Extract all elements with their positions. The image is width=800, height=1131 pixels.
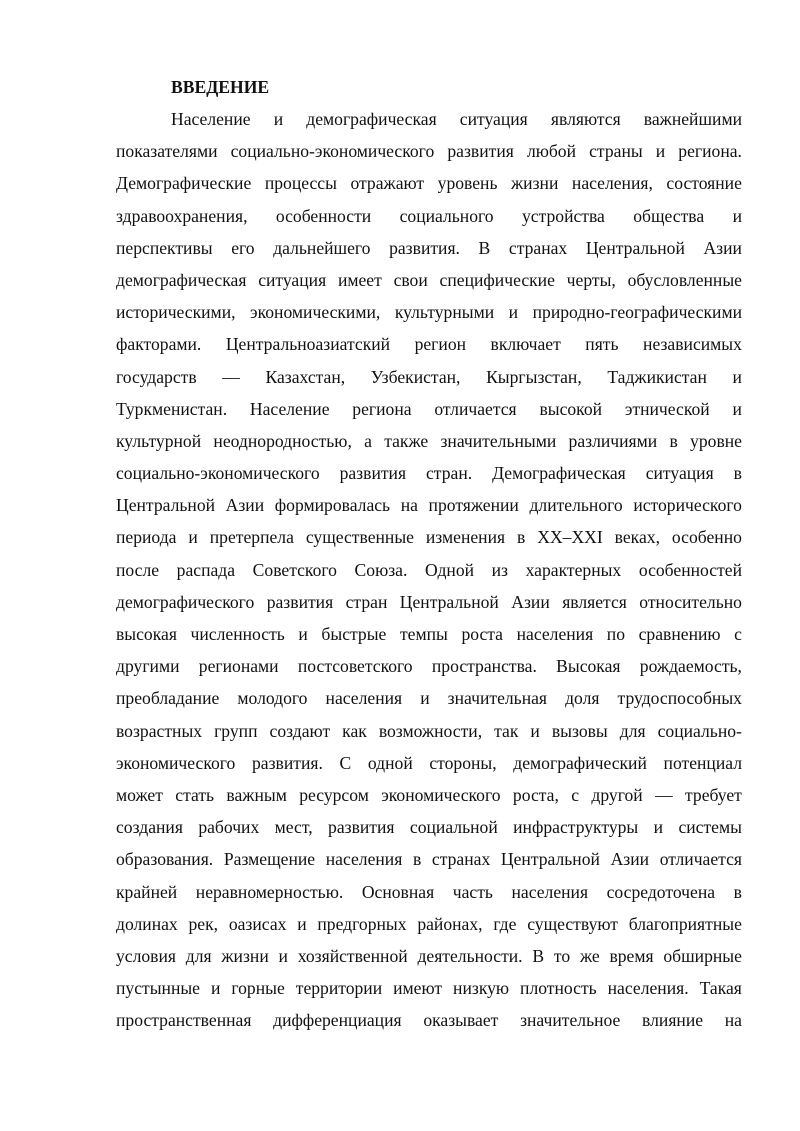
word: на: [400, 495, 418, 516]
word: значительными: [440, 430, 557, 451]
word: периода: [116, 527, 177, 548]
word: возможности,: [378, 720, 483, 741]
word: и: [653, 817, 664, 838]
word: культурными: [394, 302, 495, 323]
word: мест,: [274, 817, 313, 838]
word: стороны,: [429, 752, 497, 773]
word: демографический: [513, 752, 647, 773]
word: формировалась: [274, 495, 391, 516]
word: социальной: [409, 817, 498, 838]
word: факторами.: [116, 334, 202, 355]
text-line: [116, 586, 742, 618]
word: предгорных: [317, 913, 407, 934]
word: регионами: [198, 656, 279, 677]
word: ситуация: [459, 109, 528, 129]
word: высокой: [539, 398, 603, 419]
word: особенностей: [638, 559, 742, 580]
word: и: [210, 978, 221, 999]
text-line: [116, 489, 742, 521]
word: Азии: [511, 591, 550, 612]
word: Население: [249, 398, 330, 419]
word: жизни: [511, 173, 559, 194]
word: —: [222, 366, 240, 387]
word: в: [412, 849, 422, 870]
section-heading: ВВЕДЕНИЕ: [171, 77, 270, 97]
word: распада: [176, 559, 236, 580]
word: одной: [367, 752, 413, 773]
word: развития.: [251, 752, 323, 773]
word: возрастных: [116, 720, 203, 741]
word: отличается: [659, 849, 742, 870]
text-line: [116, 232, 742, 264]
text-line: [116, 843, 742, 875]
text-line: [116, 135, 742, 167]
word: Одной: [424, 559, 475, 580]
text-line: [116, 682, 742, 714]
word: Казахстан,: [265, 366, 346, 387]
word: потенциал: [663, 752, 742, 773]
text-line: [116, 425, 742, 457]
word: Азии: [703, 237, 742, 258]
word: сравнению: [638, 624, 721, 644]
word: различиями: [568, 430, 658, 451]
word: и: [297, 913, 307, 934]
word: и: [732, 205, 742, 226]
word: устройства: [521, 205, 605, 226]
word: преобладание: [116, 688, 220, 709]
word: хозяйственной: [297, 945, 408, 966]
word: пять: [585, 334, 619, 355]
text-line: [116, 715, 742, 747]
word: природно-географическими: [532, 302, 742, 323]
word: Кыргызстан,: [486, 366, 582, 387]
word: общества: [633, 205, 705, 226]
text-line: [116, 779, 742, 811]
word: другими: [116, 656, 180, 677]
word: где: [493, 913, 517, 934]
word: Центральноазиатский: [225, 334, 391, 355]
word: его: [231, 237, 255, 258]
word: состояние: [666, 173, 742, 194]
word: особенно: [671, 527, 742, 548]
word: региона: [352, 398, 412, 419]
word: социально-: [657, 720, 742, 741]
word: С: [339, 752, 352, 773]
word: групп: [214, 720, 258, 741]
word: регион: [414, 334, 467, 355]
text-line: [116, 361, 742, 393]
word: региона.: [678, 141, 742, 162]
word: ситуация: [645, 463, 714, 484]
text-line: [116, 457, 742, 489]
word: вызовы: [551, 720, 608, 741]
word: численность: [190, 624, 285, 644]
word: стран: [345, 591, 388, 612]
word: может: [116, 784, 163, 805]
word: же: [579, 945, 600, 966]
word: другой: [591, 784, 643, 805]
word: развития: [339, 463, 407, 484]
word: и: [732, 398, 742, 419]
word: стать: [175, 784, 215, 805]
word: горные: [231, 978, 285, 999]
word: Такая: [699, 978, 742, 999]
word: доля: [565, 688, 600, 709]
word: Советского: [252, 559, 337, 580]
word: деятельности.: [417, 945, 523, 966]
text-line: [116, 264, 742, 296]
word: ресурсом: [299, 784, 369, 805]
word: крайней: [116, 881, 178, 902]
word: роста: [461, 624, 503, 644]
word: долинах: [116, 913, 178, 934]
word: Демографические: [116, 173, 252, 194]
word: пространственная: [116, 1010, 252, 1031]
word: требует: [685, 784, 742, 805]
word: системы: [678, 817, 742, 838]
text-line: [116, 328, 742, 360]
word: имеют: [393, 978, 443, 999]
word: неравномерностью.: [195, 881, 344, 902]
word: черты,: [566, 269, 616, 290]
word: рождаемость,: [639, 656, 742, 677]
word: создают: [269, 720, 331, 741]
word: после: [116, 559, 160, 580]
word: и: [188, 527, 198, 548]
word: имеет: [337, 269, 382, 290]
word: по: [606, 624, 626, 644]
word: обусловленные: [627, 269, 742, 290]
text-line: [116, 811, 742, 843]
text-line: [116, 103, 742, 135]
word: для: [185, 945, 212, 966]
word: длительного: [529, 495, 623, 516]
word: Центральной: [585, 237, 685, 258]
word: образования.: [116, 849, 214, 870]
word: важнейшими: [643, 109, 742, 129]
word: так: [494, 720, 519, 741]
word: существенные: [305, 527, 414, 548]
text-line: [116, 650, 742, 682]
word: развития: [328, 817, 395, 838]
text-line: [116, 296, 742, 328]
word: Азии: [225, 495, 265, 516]
word: странах: [508, 237, 568, 258]
word: рабочих: [198, 817, 260, 838]
word: отражают: [350, 173, 425, 194]
word: условия: [116, 945, 176, 966]
word: —: [655, 784, 673, 805]
word: экономического: [381, 784, 501, 805]
word: социально-экономического: [230, 141, 435, 162]
word: как: [342, 720, 367, 741]
word: Население: [171, 109, 251, 129]
word: с: [734, 624, 742, 644]
word: уровень: [437, 173, 498, 194]
word: молодого: [237, 688, 308, 709]
word: населения: [516, 624, 594, 644]
word: часть: [452, 881, 493, 902]
word: социально-экономического: [116, 463, 320, 484]
word: оазисах: [228, 913, 287, 934]
word: социального: [399, 205, 494, 226]
word: и: [298, 624, 308, 644]
word: изменения: [425, 527, 506, 548]
word: жизни: [221, 945, 269, 966]
word: страны: [589, 141, 643, 162]
word: населения: [325, 688, 403, 709]
word: Высокая: [556, 656, 621, 677]
word: развития: [266, 591, 334, 612]
word: для: [619, 720, 646, 741]
word: оказывает: [423, 1010, 499, 1031]
word: обширные: [663, 945, 742, 966]
word: любой: [526, 141, 577, 162]
word: рек,: [188, 913, 219, 934]
word: в: [669, 430, 678, 451]
word: значительное: [520, 1010, 621, 1031]
word: населения,: [571, 173, 653, 194]
word: демографическая: [306, 109, 437, 129]
word: населения: [511, 881, 589, 902]
word: роста,: [512, 784, 559, 805]
text-line: [116, 618, 742, 650]
word: Центральной: [500, 849, 600, 870]
word: влияние: [642, 1010, 704, 1031]
text-line: [116, 876, 742, 908]
word: относительно: [639, 591, 742, 612]
word: демографического: [116, 591, 255, 612]
word: Центральной: [399, 591, 499, 612]
word: пространства.: [431, 656, 537, 677]
word: и: [732, 366, 742, 387]
paragraph: [116, 103, 742, 1036]
word: специфические: [439, 269, 555, 290]
word: сосредоточена: [606, 881, 716, 902]
text-line: [116, 1004, 742, 1036]
word: стран.: [426, 463, 473, 484]
word: низкую: [453, 978, 510, 999]
word: В: [532, 945, 545, 966]
word: отличается: [434, 398, 517, 419]
word: на: [724, 1010, 742, 1031]
text-line: [116, 393, 742, 425]
word: темпы: [399, 624, 448, 644]
word: пустынные: [116, 978, 200, 999]
word: развития: [447, 141, 514, 162]
word: в: [733, 463, 742, 484]
word: характерных: [525, 559, 622, 580]
word: неоднородностью,: [213, 430, 352, 451]
word: создания: [116, 817, 183, 838]
text-line: [116, 747, 742, 779]
word: и: [278, 945, 288, 966]
text-line: [116, 200, 742, 232]
word: процессы: [264, 173, 337, 194]
word: быстрые: [321, 624, 387, 644]
text-line: [116, 554, 742, 586]
word: веках,: [614, 527, 660, 548]
word: и: [655, 141, 666, 162]
word: ситуация: [258, 269, 327, 290]
text-line: [116, 521, 742, 553]
word: В: [478, 237, 491, 258]
word: инфраструктуры: [513, 817, 639, 838]
word: районах,: [417, 913, 483, 934]
word: Туркменистан.: [116, 398, 228, 419]
word: культурной: [116, 430, 202, 451]
word: странах: [431, 849, 491, 870]
word: здравоохранения,: [116, 205, 248, 226]
text-line: [116, 167, 742, 199]
word: Азии: [610, 849, 650, 870]
word: историческими,: [116, 302, 236, 323]
word: уровне: [690, 430, 742, 451]
word: территории: [295, 978, 383, 999]
document-body: [116, 72, 742, 1036]
word: Центральной: [116, 495, 216, 516]
word: экономического: [116, 752, 236, 773]
text-line: [116, 940, 742, 972]
word: перспективы: [116, 237, 213, 258]
word: а: [364, 430, 372, 451]
word: дифференциация: [273, 1010, 402, 1031]
word: дальнейшего: [273, 237, 371, 258]
word: и: [530, 720, 540, 741]
word: время: [609, 945, 654, 966]
word: важным: [226, 784, 287, 805]
word: Союза.: [354, 559, 408, 580]
word: независимых: [643, 334, 742, 355]
word: Узбекистан,: [370, 366, 461, 387]
word: являются: [550, 109, 621, 129]
word: постсоветского: [297, 656, 413, 677]
word: высокая: [116, 624, 177, 644]
word: то: [553, 945, 571, 966]
word: Таджикистан: [607, 366, 707, 387]
word: в: [733, 881, 742, 902]
word: благоприятные: [628, 913, 742, 934]
word: также: [384, 430, 429, 451]
word: существуют: [527, 913, 618, 934]
word: трудоспособных: [617, 688, 742, 709]
word: населения.: [607, 978, 689, 999]
word: особенности: [275, 205, 372, 226]
text-line: [116, 972, 742, 1004]
word: включает: [490, 334, 561, 355]
word: исторического: [633, 495, 742, 516]
word: этнической: [624, 398, 710, 419]
word: с: [571, 784, 580, 805]
word: показателями: [116, 141, 218, 162]
word: Демографическая: [492, 463, 626, 484]
word: XX–XXI: [537, 527, 603, 548]
word: и: [273, 109, 284, 129]
word: в: [517, 527, 526, 548]
word: свои: [393, 269, 428, 290]
word: Размещение: [223, 849, 316, 870]
word: государств: [116, 366, 197, 387]
word: и: [420, 688, 430, 709]
word: Основная: [361, 881, 435, 902]
word: плотность: [520, 978, 597, 999]
word: населения: [325, 849, 403, 870]
word: демографическая: [116, 269, 247, 290]
word: претерпела: [209, 527, 294, 548]
word: из: [491, 559, 509, 580]
word: является: [562, 591, 627, 612]
word: протяжении: [428, 495, 519, 516]
word: и: [508, 302, 519, 323]
text-line: [116, 908, 742, 940]
word: значительная: [447, 688, 548, 709]
word: экономическими,: [250, 302, 381, 323]
word: развития.: [389, 237, 460, 258]
